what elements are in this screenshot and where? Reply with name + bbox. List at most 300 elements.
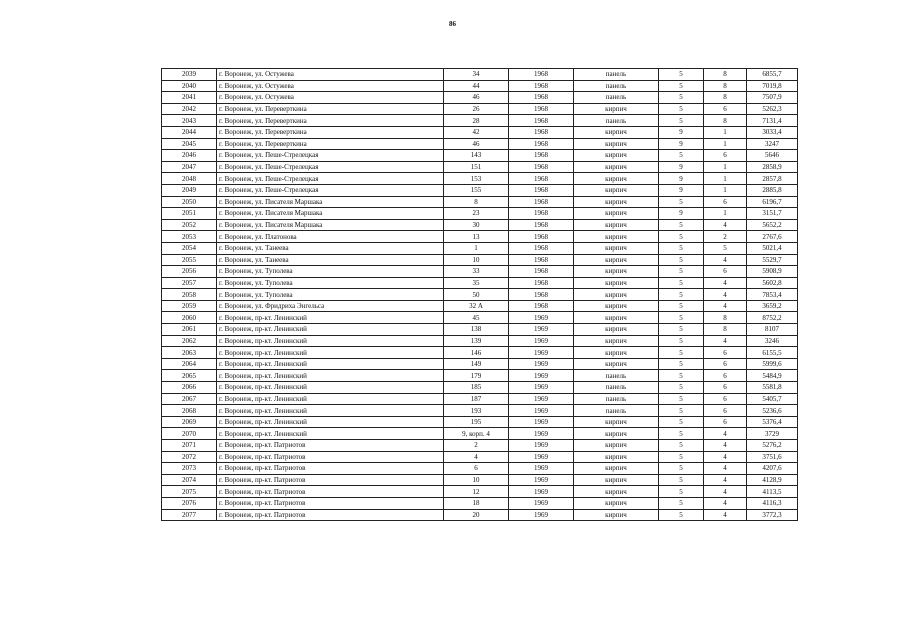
- wall-material-cell: панель: [574, 69, 659, 81]
- house-number-cell: 195: [444, 416, 509, 428]
- build-year-cell: 1969: [509, 347, 574, 359]
- row-number-cell: 2048: [162, 173, 217, 185]
- address-cell: г. Воронеж, ул. Танеева: [217, 254, 444, 266]
- wall-material-cell: кирпич: [574, 173, 659, 185]
- entrances-cell: 6: [704, 150, 747, 162]
- address-cell: г. Воронеж, ул. Пеше-Стрелецкая: [217, 173, 444, 185]
- area-cell: 4116,3: [747, 497, 798, 509]
- table-row: [162, 312, 798, 324]
- build-year-cell: 1969: [509, 358, 574, 370]
- house-number-cell: 193: [444, 405, 509, 417]
- floors-cell: 5: [659, 103, 704, 115]
- floors-cell: 5: [659, 266, 704, 278]
- row-number-cell: 2065: [162, 370, 217, 382]
- wall-material-cell: кирпич: [574, 358, 659, 370]
- area-cell: 5021,4: [747, 242, 798, 254]
- area-cell: 8107: [747, 324, 798, 336]
- wall-material-cell: кирпич: [574, 196, 659, 208]
- house-number-cell: 1: [444, 242, 509, 254]
- area-cell: 5581,8: [747, 382, 798, 394]
- house-number-cell: 28: [444, 115, 509, 127]
- row-number-cell: 2040: [162, 80, 217, 92]
- address-cell: г. Воронеж, ул. Фридриха Энгельса: [217, 300, 444, 312]
- row-number-cell: 2051: [162, 208, 217, 220]
- floors-cell: 5: [659, 92, 704, 104]
- wall-material-cell: кирпич: [574, 208, 659, 220]
- table-row: [162, 509, 798, 521]
- table-row: [162, 277, 798, 289]
- house-number-cell: 2: [444, 440, 509, 452]
- floors-cell: 5: [659, 324, 704, 336]
- build-year-cell: 1968: [509, 289, 574, 301]
- entrances-cell: 4: [704, 300, 747, 312]
- area-cell: 6855,7: [747, 69, 798, 81]
- build-year-cell: 1968: [509, 184, 574, 196]
- house-number-cell: 149: [444, 358, 509, 370]
- housing-registry-table: [161, 68, 798, 521]
- entrances-cell: 4: [704, 463, 747, 475]
- build-year-cell: 1968: [509, 126, 574, 138]
- entrances-cell: 4: [704, 335, 747, 347]
- address-cell: г. Воронеж, пр-кт. Ленинский: [217, 382, 444, 394]
- area-cell: 7853,4: [747, 289, 798, 301]
- floors-cell: 9: [659, 173, 704, 185]
- row-number-cell: 2063: [162, 347, 217, 359]
- wall-material-cell: кирпич: [574, 231, 659, 243]
- address-cell: г. Воронеж, пр-кт. Патриотов: [217, 474, 444, 486]
- build-year-cell: 1969: [509, 451, 574, 463]
- build-year-cell: 1968: [509, 150, 574, 162]
- table-row: [162, 219, 798, 231]
- wall-material-cell: кирпич: [574, 440, 659, 452]
- row-number-cell: 2046: [162, 150, 217, 162]
- row-number-cell: 2043: [162, 115, 217, 127]
- house-number-cell: 42: [444, 126, 509, 138]
- address-cell: г. Воронеж, пр-кт. Ленинский: [217, 370, 444, 382]
- address-cell: г. Воронеж, пр-кт. Патриотов: [217, 440, 444, 452]
- house-number-cell: 33: [444, 266, 509, 278]
- build-year-cell: 1968: [509, 69, 574, 81]
- build-year-cell: 1968: [509, 196, 574, 208]
- floors-cell: 5: [659, 242, 704, 254]
- build-year-cell: 1969: [509, 382, 574, 394]
- area-cell: 3247: [747, 138, 798, 150]
- area-cell: 3729: [747, 428, 798, 440]
- build-year-cell: 1968: [509, 266, 574, 278]
- table-row: [162, 428, 798, 440]
- area-cell: 2885,8: [747, 184, 798, 196]
- house-number-cell: 32 А: [444, 300, 509, 312]
- table-body: [162, 69, 798, 521]
- area-cell: 5529,7: [747, 254, 798, 266]
- entrances-cell: 8: [704, 69, 747, 81]
- floors-cell: 5: [659, 393, 704, 405]
- build-year-cell: 1969: [509, 440, 574, 452]
- address-cell: г. Воронеж, ул. Переверткина: [217, 126, 444, 138]
- table-row: [162, 416, 798, 428]
- build-year-cell: 1969: [509, 416, 574, 428]
- row-number-cell: 2054: [162, 242, 217, 254]
- row-number-cell: 2069: [162, 416, 217, 428]
- address-cell: г. Воронеж, ул. Писателя Маршака: [217, 219, 444, 231]
- floors-cell: 5: [659, 196, 704, 208]
- address-cell: г. Воронеж, пр-кт. Ленинский: [217, 324, 444, 336]
- address-cell: г. Воронеж, пр-кт. Патриотов: [217, 497, 444, 509]
- wall-material-cell: кирпич: [574, 416, 659, 428]
- table-row: [162, 382, 798, 394]
- area-cell: 7507,9: [747, 92, 798, 104]
- house-number-cell: 185: [444, 382, 509, 394]
- row-number-cell: 2070: [162, 428, 217, 440]
- house-number-cell: 143: [444, 150, 509, 162]
- house-number-cell: 12: [444, 486, 509, 498]
- floors-cell: 5: [659, 405, 704, 417]
- build-year-cell: 1969: [509, 474, 574, 486]
- row-number-cell: 2047: [162, 161, 217, 173]
- row-number-cell: 2073: [162, 463, 217, 475]
- house-number-cell: 50: [444, 289, 509, 301]
- address-cell: г. Воронеж, ул. Танеева: [217, 242, 444, 254]
- build-year-cell: 1969: [509, 497, 574, 509]
- row-number-cell: 2061: [162, 324, 217, 336]
- floors-cell: 5: [659, 440, 704, 452]
- floors-cell: 5: [659, 312, 704, 324]
- wall-material-cell: кирпич: [574, 219, 659, 231]
- build-year-cell: 1969: [509, 405, 574, 417]
- table-row: [162, 335, 798, 347]
- address-cell: г. Воронеж, пр-кт. Ленинский: [217, 416, 444, 428]
- table-row: [162, 231, 798, 243]
- row-number-cell: 2055: [162, 254, 217, 266]
- table-row: [162, 115, 798, 127]
- floors-cell: 5: [659, 231, 704, 243]
- build-year-cell: 1968: [509, 161, 574, 173]
- address-cell: г. Воронеж, ул. Остужева: [217, 80, 444, 92]
- wall-material-cell: кирпич: [574, 138, 659, 150]
- row-number-cell: 2052: [162, 219, 217, 231]
- area-cell: 5999,6: [747, 358, 798, 370]
- house-number-cell: 46: [444, 138, 509, 150]
- table-row: [162, 393, 798, 405]
- entrances-cell: 6: [704, 103, 747, 115]
- build-year-cell: 1968: [509, 103, 574, 115]
- floors-cell: 5: [659, 80, 704, 92]
- table-row: [162, 289, 798, 301]
- area-cell: 5484,9: [747, 370, 798, 382]
- area-cell: 5262,3: [747, 103, 798, 115]
- house-number-cell: 138: [444, 324, 509, 336]
- entrances-cell: 1: [704, 208, 747, 220]
- build-year-cell: 1969: [509, 335, 574, 347]
- area-cell: 5646: [747, 150, 798, 162]
- floors-cell: 9: [659, 208, 704, 220]
- table-row: [162, 324, 798, 336]
- house-number-cell: 146: [444, 347, 509, 359]
- wall-material-cell: кирпич: [574, 324, 659, 336]
- table-row: [162, 358, 798, 370]
- floors-cell: 5: [659, 463, 704, 475]
- row-number-cell: 2064: [162, 358, 217, 370]
- build-year-cell: 1968: [509, 92, 574, 104]
- area-cell: 2767,6: [747, 231, 798, 243]
- area-cell: 5236,6: [747, 405, 798, 417]
- floors-cell: 5: [659, 497, 704, 509]
- house-number-cell: 139: [444, 335, 509, 347]
- build-year-cell: 1968: [509, 254, 574, 266]
- row-number-cell: 2050: [162, 196, 217, 208]
- floors-cell: 5: [659, 509, 704, 521]
- floors-cell: 5: [659, 115, 704, 127]
- area-cell: 5276,2: [747, 440, 798, 452]
- floors-cell: 5: [659, 347, 704, 359]
- house-number-cell: 45: [444, 312, 509, 324]
- house-number-cell: 4: [444, 451, 509, 463]
- wall-material-cell: кирпич: [574, 428, 659, 440]
- entrances-cell: 1: [704, 138, 747, 150]
- row-number-cell: 2057: [162, 277, 217, 289]
- build-year-cell: 1969: [509, 370, 574, 382]
- house-number-cell: 46: [444, 92, 509, 104]
- row-number-cell: 2041: [162, 92, 217, 104]
- wall-material-cell: кирпич: [574, 497, 659, 509]
- build-year-cell: 1969: [509, 393, 574, 405]
- entrances-cell: 6: [704, 393, 747, 405]
- area-cell: 3751,6: [747, 451, 798, 463]
- row-number-cell: 2056: [162, 266, 217, 278]
- floors-cell: 5: [659, 428, 704, 440]
- table-row: [162, 370, 798, 382]
- area-cell: 3151,7: [747, 208, 798, 220]
- wall-material-cell: кирпич: [574, 335, 659, 347]
- house-number-cell: 10: [444, 474, 509, 486]
- entrances-cell: 5: [704, 242, 747, 254]
- floors-cell: 5: [659, 416, 704, 428]
- entrances-cell: 6: [704, 196, 747, 208]
- area-cell: 5652,2: [747, 219, 798, 231]
- entrances-cell: 6: [704, 347, 747, 359]
- area-cell: 2857,8: [747, 173, 798, 185]
- wall-material-cell: панель: [574, 405, 659, 417]
- wall-material-cell: кирпич: [574, 184, 659, 196]
- wall-material-cell: кирпич: [574, 126, 659, 138]
- entrances-cell: 1: [704, 126, 747, 138]
- area-cell: 7131,4: [747, 115, 798, 127]
- address-cell: г. Воронеж, ул. Туполева: [217, 266, 444, 278]
- wall-material-cell: панель: [574, 115, 659, 127]
- house-number-cell: 10: [444, 254, 509, 266]
- build-year-cell: 1968: [509, 300, 574, 312]
- build-year-cell: 1968: [509, 138, 574, 150]
- entrances-cell: 4: [704, 277, 747, 289]
- entrances-cell: 1: [704, 173, 747, 185]
- wall-material-cell: кирпич: [574, 463, 659, 475]
- table-row: [162, 486, 798, 498]
- address-cell: г. Воронеж, пр-кт. Ленинский: [217, 405, 444, 417]
- address-cell: г. Воронеж, ул. Пеше-Стрелецкая: [217, 184, 444, 196]
- wall-material-cell: панель: [574, 370, 659, 382]
- house-number-cell: 13: [444, 231, 509, 243]
- area-cell: 6196,7: [747, 196, 798, 208]
- entrances-cell: 8: [704, 80, 747, 92]
- row-number-cell: 2068: [162, 405, 217, 417]
- wall-material-cell: панель: [574, 92, 659, 104]
- wall-material-cell: кирпич: [574, 289, 659, 301]
- address-cell: г. Воронеж, пр-кт. Патриотов: [217, 509, 444, 521]
- build-year-cell: 1969: [509, 463, 574, 475]
- area-cell: 3772,3: [747, 509, 798, 521]
- area-cell: 8752,2: [747, 312, 798, 324]
- address-cell: г. Воронеж, пр-кт. Патриотов: [217, 486, 444, 498]
- entrances-cell: 6: [704, 405, 747, 417]
- house-number-cell: 44: [444, 80, 509, 92]
- house-number-cell: 187: [444, 393, 509, 405]
- area-cell: 5908,9: [747, 266, 798, 278]
- table-row: [162, 161, 798, 173]
- table-row: [162, 173, 798, 185]
- floors-cell: 5: [659, 358, 704, 370]
- entrances-cell: 4: [704, 254, 747, 266]
- entrances-cell: 4: [704, 440, 747, 452]
- table-row: [162, 138, 798, 150]
- floors-cell: 5: [659, 382, 704, 394]
- build-year-cell: 1968: [509, 277, 574, 289]
- build-year-cell: 1968: [509, 80, 574, 92]
- entrances-cell: 4: [704, 219, 747, 231]
- address-cell: г. Воронеж, ул. Пеше-Стрелецкая: [217, 161, 444, 173]
- address-cell: г. Воронеж, ул. Туполева: [217, 277, 444, 289]
- wall-material-cell: кирпич: [574, 266, 659, 278]
- build-year-cell: 1968: [509, 242, 574, 254]
- wall-material-cell: кирпич: [574, 451, 659, 463]
- floors-cell: 5: [659, 474, 704, 486]
- floors-cell: 5: [659, 150, 704, 162]
- house-number-cell: 35: [444, 277, 509, 289]
- table-row: [162, 254, 798, 266]
- area-cell: 5376,4: [747, 416, 798, 428]
- row-number-cell: 2039: [162, 69, 217, 81]
- address-cell: г. Воронеж, ул. Писателя Маршака: [217, 196, 444, 208]
- entrances-cell: 2: [704, 231, 747, 243]
- house-number-cell: 155: [444, 184, 509, 196]
- row-number-cell: 2060: [162, 312, 217, 324]
- wall-material-cell: панель: [574, 382, 659, 394]
- area-cell: 7019,8: [747, 80, 798, 92]
- build-year-cell: 1969: [509, 428, 574, 440]
- table-row: [162, 69, 798, 81]
- wall-material-cell: панель: [574, 80, 659, 92]
- entrances-cell: 4: [704, 289, 747, 301]
- table-row: [162, 150, 798, 162]
- area-cell: 6155,5: [747, 347, 798, 359]
- floors-cell: 5: [659, 254, 704, 266]
- table-row: [162, 405, 798, 417]
- floors-cell: 9: [659, 126, 704, 138]
- address-cell: г. Воронеж, ул. Остужева: [217, 92, 444, 104]
- address-cell: г. Воронеж, пр-кт. Ленинский: [217, 335, 444, 347]
- area-cell: 2858,9: [747, 161, 798, 173]
- table-row: [162, 242, 798, 254]
- wall-material-cell: кирпич: [574, 277, 659, 289]
- wall-material-cell: кирпич: [574, 509, 659, 521]
- table-row: [162, 103, 798, 115]
- table-row: [162, 347, 798, 359]
- house-number-cell: 18: [444, 497, 509, 509]
- wall-material-cell: кирпич: [574, 300, 659, 312]
- wall-material-cell: кирпич: [574, 312, 659, 324]
- address-cell: г. Воронеж, ул. Переверткина: [217, 115, 444, 127]
- wall-material-cell: кирпич: [574, 103, 659, 115]
- table-row: [162, 474, 798, 486]
- address-cell: г. Воронеж, пр-кт. Патриотов: [217, 451, 444, 463]
- table-row: [162, 208, 798, 220]
- build-year-cell: 1969: [509, 509, 574, 521]
- address-cell: г. Воронеж, ул. Туполева: [217, 289, 444, 301]
- table-row: [162, 126, 798, 138]
- table-row: [162, 451, 798, 463]
- row-number-cell: 2042: [162, 103, 217, 115]
- area-cell: 3659,2: [747, 300, 798, 312]
- address-cell: г. Воронеж, пр-кт. Ленинский: [217, 358, 444, 370]
- build-year-cell: 1968: [509, 173, 574, 185]
- area-cell: 3033,4: [747, 126, 798, 138]
- entrances-cell: 6: [704, 358, 747, 370]
- wall-material-cell: кирпич: [574, 486, 659, 498]
- address-cell: г. Воронеж, ул. Переверткина: [217, 138, 444, 150]
- house-number-cell: 179: [444, 370, 509, 382]
- table-row: [162, 440, 798, 452]
- entrances-cell: 8: [704, 312, 747, 324]
- row-number-cell: 2058: [162, 289, 217, 301]
- row-number-cell: 2062: [162, 335, 217, 347]
- entrances-cell: 4: [704, 428, 747, 440]
- wall-material-cell: панель: [574, 393, 659, 405]
- table-row: [162, 184, 798, 196]
- entrances-cell: 8: [704, 324, 747, 336]
- row-number-cell: 2076: [162, 497, 217, 509]
- house-number-cell: 153: [444, 173, 509, 185]
- entrances-cell: 4: [704, 486, 747, 498]
- row-number-cell: 2044: [162, 126, 217, 138]
- wall-material-cell: кирпич: [574, 242, 659, 254]
- address-cell: г. Воронеж, пр-кт. Ленинский: [217, 347, 444, 359]
- floors-cell: 5: [659, 277, 704, 289]
- area-cell: 4128,9: [747, 474, 798, 486]
- row-number-cell: 2049: [162, 184, 217, 196]
- house-number-cell: 20: [444, 509, 509, 521]
- address-cell: г. Воронеж, пр-кт. Ленинский: [217, 393, 444, 405]
- area-cell: 5602,8: [747, 277, 798, 289]
- build-year-cell: 1969: [509, 312, 574, 324]
- area-cell: 4113,5: [747, 486, 798, 498]
- address-cell: г. Воронеж, пр-кт. Патриотов: [217, 463, 444, 475]
- area-cell: 4207,6: [747, 463, 798, 475]
- build-year-cell: 1969: [509, 324, 574, 336]
- row-number-cell: 2075: [162, 486, 217, 498]
- address-cell: г. Воронеж, пр-кт. Ленинский: [217, 428, 444, 440]
- table-row: [162, 463, 798, 475]
- entrances-cell: 4: [704, 451, 747, 463]
- table-row: [162, 300, 798, 312]
- floors-cell: 5: [659, 335, 704, 347]
- house-number-cell: 34: [444, 69, 509, 81]
- row-number-cell: 2072: [162, 451, 217, 463]
- floors-cell: 9: [659, 161, 704, 173]
- entrances-cell: 4: [704, 497, 747, 509]
- row-number-cell: 2071: [162, 440, 217, 452]
- entrances-cell: 6: [704, 266, 747, 278]
- wall-material-cell: кирпич: [574, 474, 659, 486]
- floors-cell: 5: [659, 451, 704, 463]
